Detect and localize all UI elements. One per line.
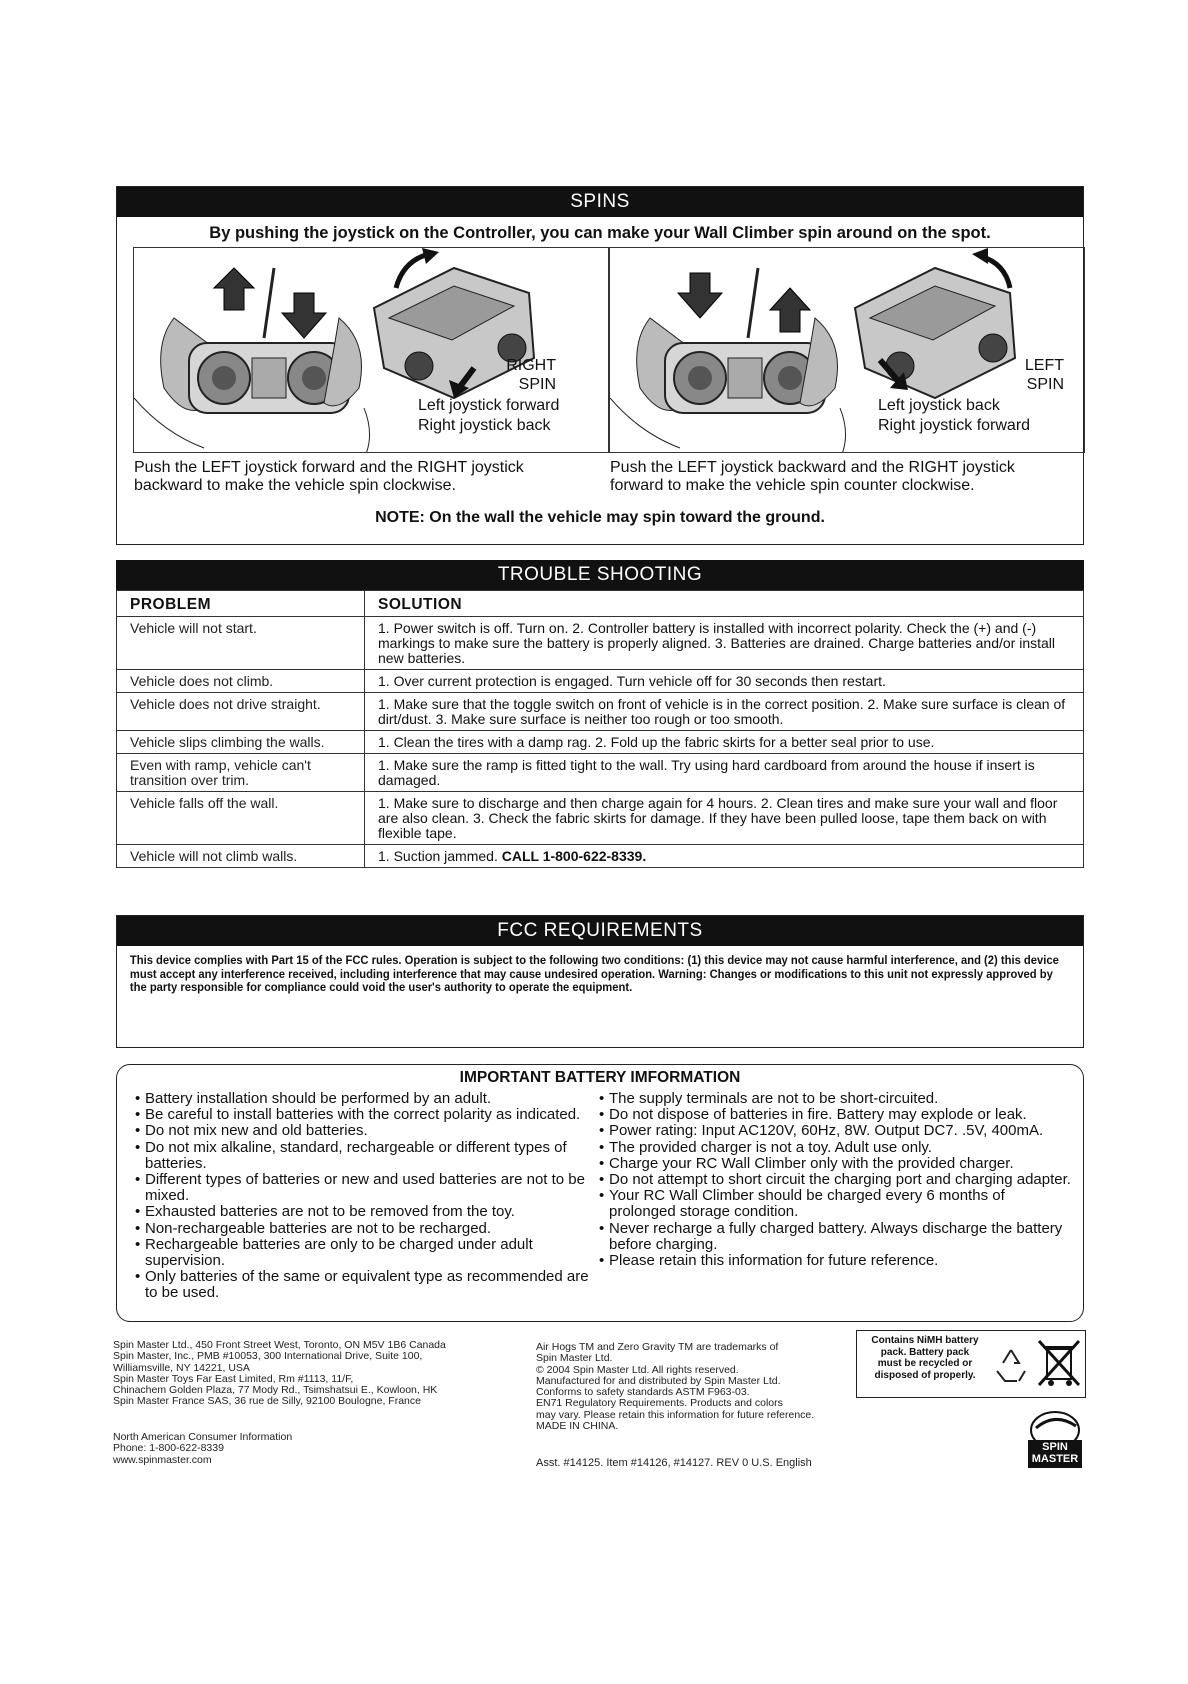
problem-cell: Vehicle does not drive straight. bbox=[117, 693, 365, 731]
list-item: • Do not mix new and old batteries. bbox=[131, 1123, 591, 1139]
problem-cell: Vehicle does not climb. bbox=[117, 670, 365, 693]
right-spin-label bbox=[504, 356, 556, 394]
company-addresses bbox=[113, 1340, 446, 1408]
spins-section bbox=[116, 186, 1084, 545]
legal-line: Conforms to safety standards ASTM F963-03. bbox=[536, 1386, 750, 1399]
spin-label-line: LEFT bbox=[1024, 357, 1064, 374]
solution-cell: 1. Make sure to discharge and then charge again for 4 hours. 2. Clean tires and make sure your wall and floor are also clean. 3. Check the fabric skirts for damage. If they have been pulled loose, tape them back on with flexible tape. bbox=[365, 792, 1084, 845]
address-line: Williamsville, NY 14221, USA bbox=[113, 1361, 250, 1374]
list-item: • Be careful to install batteries with the correct polarity as indicated. bbox=[131, 1107, 591, 1123]
left-spin-panel bbox=[609, 247, 1085, 453]
vehicle-icon bbox=[855, 268, 1015, 398]
left-spin-description bbox=[610, 459, 1080, 495]
list-item: • Charge your RC Wall Climber only with the provided charger. bbox=[595, 1156, 1073, 1172]
battery-title: IMPORTANT BATTERY IMFORMATION bbox=[459, 1069, 741, 1086]
list-item: • Rechargeable batteries are only to be charged under adult supervision. bbox=[131, 1237, 591, 1269]
table-row bbox=[117, 845, 1084, 868]
solution-text: 1. Suction jammed. bbox=[378, 848, 502, 864]
solution-cell: 1. Power switch is off. Turn on. 2. Controller battery is installed with incorrect polarity. Check the (+) and (-) markings to make sure the battery is properly aligned. 3. Batteries are drained. Charge batteries and/or install new batteries. bbox=[365, 617, 1084, 670]
notice-line: Contains NiMH battery bbox=[871, 1335, 979, 1346]
legal-line: EN71 Regulatory Requirements. Products and colors bbox=[536, 1397, 783, 1410]
address-line: Spin Master Toys Far East Limited, Rm #1113, 11/F, bbox=[113, 1372, 354, 1385]
spins-lead: By pushing the joystick on the Controller, you can make your Wall Climber spin around on the spot. bbox=[209, 224, 991, 242]
problem-cell: Vehicle falls off the wall. bbox=[117, 792, 365, 845]
solution-cell bbox=[365, 845, 1084, 868]
trouble-title: TROUBLE SHOOTING bbox=[116, 560, 1084, 590]
controller-icon bbox=[610, 318, 846, 453]
list-item: • Battery installation should be performed by an adult. bbox=[131, 1091, 591, 1107]
legal-line: Air Hogs TM and Zero Gravity TM are trademarks of bbox=[536, 1341, 779, 1353]
address-line: Chinachem Golden Plaza, 77 Mody Rd., Tsimshatsui E., Kowloon, HK bbox=[113, 1384, 438, 1397]
right-joystick-instructions bbox=[418, 396, 559, 436]
table-row bbox=[117, 754, 1084, 792]
list-item: • Do not mix alkaline, standard, rechargeable or different types of batteries. bbox=[131, 1140, 591, 1172]
fcc-statement: This device complies with Part 15 of the FCC rules. Operation is subject to the following two conditions: (1) this device may not cause harmful interference, and (2) this device must accept any interference received, including interference that may cause undesired operation. Warning: Changes or modifications to this unit not expressly approved by the party responsible for compliance could void the user's authority to operate the equipment. bbox=[129, 953, 1059, 994]
problem-cell: Even with ramp, vehicle can't transition over trim. bbox=[117, 754, 365, 792]
consumer-phone: Phone: 1-800-622-8339 bbox=[113, 1442, 224, 1455]
solution-cell: 1. Make sure that the toggle switch on front of vehicle is in the correct position. 2. Make sure surface is clean of dirt/dust. 3. Make sure surface is neither too rough or too smooth. bbox=[365, 693, 1084, 731]
problem-cell: Vehicle will not climb walls. bbox=[117, 845, 365, 868]
list-item: • Different types of batteries or new and used batteries are not to be mixed. bbox=[131, 1172, 591, 1204]
spins-title: SPINS bbox=[117, 187, 1083, 217]
arrow-up-icon bbox=[214, 268, 254, 310]
list-item: • The provided charger is not a toy. Adult use only. bbox=[595, 1140, 1073, 1156]
legal-line: Manufactured for and distributed by Spin Master Ltd. bbox=[536, 1374, 781, 1387]
battery-right-column bbox=[595, 1091, 1073, 1269]
list-item: • Power rating: Input AC120V, 60Hz, 8W. Output DC7. .5V, 400mA. bbox=[595, 1123, 1073, 1139]
legal-info bbox=[536, 1342, 814, 1432]
trouble-section bbox=[116, 560, 1084, 904]
joystick-line: Left joystick back bbox=[878, 397, 1000, 414]
spin-label-line: SPIN bbox=[518, 376, 556, 393]
problem-header: PROBLEM bbox=[117, 591, 365, 617]
solution-cell: 1. Clean the tires with a damp rag. 2. Fold up the fabric skirts for a better seal prior to use. bbox=[365, 731, 1084, 754]
list-item: • Do not attempt to short circuit the charging port and charging adapter. bbox=[595, 1172, 1073, 1188]
legal-line: Spin Master Ltd. bbox=[536, 1352, 613, 1365]
recycle-notice-box bbox=[856, 1330, 1086, 1398]
description-line: backward to make the vehicle spin clockwise. bbox=[134, 477, 456, 494]
table-row bbox=[117, 617, 1084, 670]
trouble-table bbox=[116, 590, 1084, 868]
description-line: forward to make the vehicle spin counter clockwise. bbox=[610, 477, 975, 494]
right-spin-description bbox=[134, 459, 604, 495]
right-spin-panel bbox=[133, 247, 609, 453]
arrow-down-icon bbox=[282, 293, 326, 338]
left-joystick-instructions bbox=[878, 396, 1030, 436]
notice-line: must be recycled or bbox=[877, 1358, 973, 1369]
crossed-bin-icon bbox=[1035, 1337, 1083, 1389]
left-spin-label bbox=[1012, 356, 1064, 394]
arrow-up-icon bbox=[770, 288, 810, 332]
legal-line: © 2004 Spin Master Ltd. All rights reserved. bbox=[536, 1363, 739, 1376]
support-phone: CALL 1-800-622-8339. bbox=[501, 848, 647, 864]
solution-cell: 1. Over current protection is engaged. Turn vehicle off for 30 seconds then restart. bbox=[365, 670, 1084, 693]
logo-line: MASTER bbox=[1031, 1453, 1079, 1465]
arrow-down-icon bbox=[678, 273, 722, 318]
table-row bbox=[117, 792, 1084, 845]
table-row bbox=[117, 731, 1084, 754]
recycle-icon bbox=[991, 1345, 1031, 1385]
fcc-section bbox=[116, 915, 1084, 1048]
list-item: • Please retain this information for future reference. bbox=[595, 1253, 1073, 1269]
consumer-info bbox=[113, 1432, 292, 1466]
notice-line: pack. Battery pack bbox=[880, 1346, 970, 1358]
list-item: • Only batteries of the same or equivalent type as recommended are to be used. bbox=[131, 1269, 591, 1301]
controller-icon bbox=[134, 318, 370, 453]
legal-line: MADE IN CHINA. bbox=[536, 1420, 619, 1433]
problem-cell: Vehicle slips climbing the walls. bbox=[117, 731, 365, 754]
list-item: • Do not dispose of batteries in fire. Battery may explode or leak. bbox=[595, 1107, 1073, 1123]
battery-info-box bbox=[116, 1064, 1084, 1322]
list-item: • Exhausted batteries are not to be removed from the toy. bbox=[131, 1204, 591, 1220]
consumer-line: North American Consumer Information bbox=[113, 1431, 293, 1443]
notice-line: disposed of properly. bbox=[874, 1369, 976, 1381]
address-line: Spin Master France SAS, 36 rue de Silly, 92100 Boulogne, France bbox=[113, 1395, 421, 1408]
solution-header: SOLUTION bbox=[365, 591, 1084, 617]
list-item: • Your RC Wall Climber should be charged every 6 months of prolonged storage condition. bbox=[595, 1188, 1073, 1220]
spin-master-logo bbox=[1024, 1408, 1086, 1470]
table-row bbox=[117, 670, 1084, 693]
joystick-line: Right joystick back bbox=[418, 417, 551, 434]
description-line: Push the LEFT joystick forward and the RIGHT joystick bbox=[134, 459, 524, 476]
address-line: Spin Master, Inc., PMB #10053, 300 International Drive, Suite 100, bbox=[113, 1350, 423, 1363]
table-header-row bbox=[117, 591, 1084, 617]
spin-label-line: RIGHT bbox=[506, 357, 556, 374]
address-line: Spin Master Ltd., 450 Front Street West, Toronto, ON M5V 1B6 Canada bbox=[113, 1339, 446, 1351]
list-item: • Non-rechargeable batteries are not to be recharged. bbox=[131, 1221, 591, 1237]
fcc-title: FCC REQUIREMENTS bbox=[117, 916, 1083, 946]
website-link: www.spinmaster.com bbox=[113, 1453, 212, 1466]
problem-cell: Vehicle will not start. bbox=[117, 617, 365, 670]
assortment-info: Asst. #14125. Item #14126, #14127. REV 0 U.S. English bbox=[536, 1457, 812, 1469]
recycle-notice-text bbox=[861, 1335, 989, 1381]
solution-cell: 1. Make sure the ramp is fitted tight to the wall. Try using hard cardboard from around the house if insert is damaged. bbox=[365, 754, 1084, 792]
battery-left-column bbox=[131, 1091, 591, 1302]
list-item: • The supply terminals are not to be short-circuited. bbox=[595, 1091, 1073, 1107]
spin-note: NOTE: On the wall the vehicle may spin toward the ground. bbox=[375, 509, 825, 526]
spin-label-line: SPIN bbox=[1026, 376, 1064, 393]
description-line: Push the LEFT joystick backward and the RIGHT joystick bbox=[610, 459, 1015, 476]
joystick-line: Right joystick forward bbox=[878, 417, 1031, 434]
table-row bbox=[117, 693, 1084, 731]
logo-line: SPIN bbox=[1042, 1441, 1068, 1453]
list-item: • Never recharge a fully charged battery. Always discharge the battery before charging. bbox=[595, 1221, 1073, 1253]
legal-line: may vary. Please retain this information for future reference. bbox=[536, 1408, 815, 1421]
joystick-line: Left joystick forward bbox=[418, 397, 560, 414]
